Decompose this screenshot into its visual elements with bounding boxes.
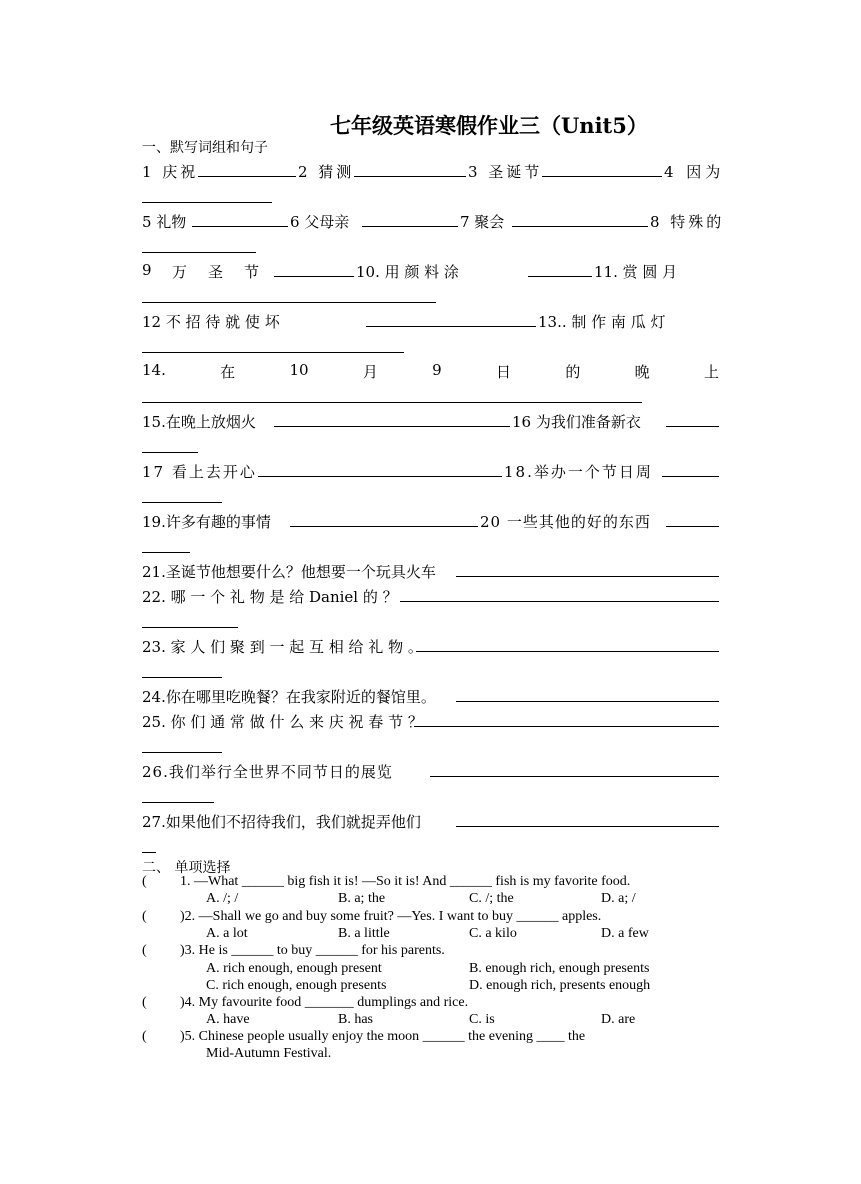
sentence-21 <box>142 561 719 581</box>
vocab-9-b: 圣 <box>208 263 224 281</box>
vocab-13: 13.. 制 作 南 瓜 灯 <box>538 313 666 331</box>
vocab-14-7: 晚 <box>634 363 650 381</box>
vocab-16: 16 为我们准备新衣 <box>512 413 641 431</box>
vocab-9-a: 万 <box>172 263 188 281</box>
q4-stem: )4. My favourite food _______ dumplings and rice. <box>180 995 469 1010</box>
q3-paren[interactable]: ( <box>142 943 147 958</box>
vocab-1: 1 庆祝 <box>142 163 199 181</box>
sentence-23 <box>142 636 719 656</box>
q2-stem: )2. —Shall we go and buy some fruit? —Yes. I want to buy ______ apples. <box>180 909 602 924</box>
blank-18-cont[interactable] <box>142 502 222 503</box>
q4-paren[interactable]: ( <box>142 995 147 1010</box>
blank-1[interactable] <box>198 161 296 177</box>
blank-27[interactable] <box>456 811 719 827</box>
q2-option-b[interactable]: B. a little <box>338 926 390 941</box>
blank-13[interactable] <box>142 352 404 353</box>
q4-option-c[interactable]: C. is <box>469 1012 495 1027</box>
q2-option-d[interactable]: D. a few <box>601 926 649 941</box>
vocab-3: 3 圣诞节 <box>468 163 543 181</box>
vocab-20: 20 一些其他的好的东西 <box>480 513 651 531</box>
q5-stem: )5. Chinese people usually enjoy the moon ______ the evening ____ the <box>180 1029 586 1044</box>
q1-option-b[interactable]: B. a; the <box>338 891 386 906</box>
vocab-14-3: 月 <box>362 363 378 381</box>
blank-21[interactable] <box>456 561 719 577</box>
vocab-18: 18.举办一个节日周 <box>504 463 653 481</box>
sentence-25-text: 25. 你 们 通 常 做 什 么 来 庆 祝 春 节 ？ <box>142 713 423 731</box>
blank-7[interactable] <box>512 211 648 227</box>
blank-16-cont[interactable] <box>142 452 198 453</box>
blank-14[interactable] <box>142 402 642 403</box>
sentence-24 <box>142 686 719 706</box>
blank-8[interactable] <box>142 252 256 253</box>
q3-option-b[interactable]: B. enough rich, enough presents <box>469 961 650 976</box>
vocab-14-1: 在 <box>220 363 236 381</box>
blank-2[interactable] <box>354 161 466 177</box>
q3-option-a[interactable]: A. rich enough, enough present <box>206 961 382 976</box>
vocab-11: 11. 赏 圆 月 <box>594 263 678 281</box>
vocab-14-8: 上 <box>703 363 719 381</box>
sentence-24-text: 24.你在哪里吃晚餐？在我家附近的餐馆里。 <box>142 688 436 706</box>
blank-22[interactable] <box>400 586 719 602</box>
worksheet-title: 七年级英语寒假作业三（Unit5） <box>330 113 648 138</box>
blank-9[interactable] <box>274 261 354 277</box>
vocab-4: 4 因为 <box>664 163 725 181</box>
blank-23-cont[interactable] <box>142 677 222 678</box>
q3-stem: )3. He is ______ to buy ______ for his parents. <box>180 943 445 958</box>
q1-option-d[interactable]: D. a; / <box>601 891 636 906</box>
blank-18[interactable] <box>662 461 719 477</box>
sentence-26-text: 26.我们举行全世界不同节日的展览 <box>142 763 393 781</box>
q4-option-d[interactable]: D. are <box>601 1012 636 1027</box>
vocab-14-6: 的 <box>565 363 581 381</box>
blank-6[interactable] <box>362 211 458 227</box>
blank-25-cont[interactable] <box>142 752 222 753</box>
vocab-9-c: 节 <box>244 263 260 281</box>
q3-option-c[interactable]: C. rich enough, enough presents <box>206 978 387 993</box>
vocab-12: 12 不 招 待 就 使 坏 <box>142 313 280 331</box>
q5-paren[interactable]: ( <box>142 1029 147 1044</box>
blank-19[interactable] <box>290 511 478 527</box>
vocab-10: 10. 用 颜 料 涂 <box>356 263 459 281</box>
vocab-row-3 <box>142 261 719 281</box>
q5-stem-cont: Mid-Autumn Festival. <box>206 1046 332 1061</box>
vocab-8: 8 特殊的 <box>650 213 725 231</box>
vocab-14-2: 10 <box>289 361 309 379</box>
blank-17[interactable] <box>258 461 502 477</box>
vocab-row-2 <box>142 211 725 231</box>
blank-27-cont[interactable] <box>142 852 156 853</box>
blank-26-cont[interactable] <box>142 802 214 803</box>
q2-option-c[interactable]: C. a kilo <box>469 926 517 941</box>
sentence-22 <box>142 586 719 606</box>
blank-20[interactable] <box>666 511 719 527</box>
q4-option-a[interactable]: A. have <box>206 1012 250 1027</box>
sentence-26 <box>142 761 719 781</box>
vocab-14-0: 14. <box>142 361 166 379</box>
q4-option-b[interactable]: B. has <box>338 1012 373 1027</box>
sentence-22-text: 22. 哪 一 个 礼 物 是 给 Daniel 的 ？ <box>142 588 398 606</box>
blank-12[interactable] <box>366 311 536 327</box>
q2-option-a[interactable]: A. a lot <box>206 926 248 941</box>
vocab-row-6 <box>142 461 719 481</box>
sentence-27-text: 27.如果他们不招待我们，我们就捉弄他们 <box>142 813 421 831</box>
q3-option-d[interactable]: D. enough rich, presents enough <box>469 978 651 993</box>
sentence-27 <box>142 811 719 831</box>
q1-stem: 1. —What ______ big fish it is! —So it is! And ______ fish is my favorite food. <box>180 874 631 889</box>
vocab-row-7 <box>142 511 719 531</box>
q1-option-a[interactable]: A. /; / <box>206 891 239 906</box>
q1-option-c[interactable]: C. /; the <box>469 891 514 906</box>
vocab-14-4: 9 <box>432 361 442 379</box>
vocab-9-num: 9 <box>142 261 152 279</box>
blank-23[interactable] <box>416 636 719 652</box>
blank-26[interactable] <box>430 761 719 777</box>
blank-11[interactable] <box>142 302 436 303</box>
sentence-23-text: 23. 家 人 们 聚 到 一 起 互 相 给 礼 物 。 <box>142 638 423 656</box>
vocab-17: 17 看上去开心 <box>142 463 257 481</box>
blank-16[interactable] <box>666 411 719 427</box>
vocab-5: 5 礼物 <box>142 213 187 231</box>
blank-25[interactable] <box>414 711 719 727</box>
sentence-25 <box>142 711 719 731</box>
blank-20-cont[interactable] <box>142 552 190 553</box>
vocab-6: 6 父母亲 <box>290 213 350 231</box>
vocab-2: 2 猜测 <box>298 163 355 181</box>
section-1-heading: 一、默写词组和句子 <box>142 140 268 156</box>
q2-paren[interactable]: ( <box>142 909 147 924</box>
vocab-row-5 <box>142 411 719 431</box>
vocab-row-14 <box>142 361 719 381</box>
blank-5[interactable] <box>192 211 288 227</box>
blank-24[interactable] <box>456 686 719 702</box>
section-2-heading: 二、 单项选择 <box>142 860 231 876</box>
vocab-row-1 <box>142 161 725 181</box>
blank-22-cont[interactable] <box>142 627 238 628</box>
vocab-7: 7 聚会 <box>460 213 505 231</box>
blank-15[interactable] <box>274 411 510 427</box>
vocab-15: 15.在晚上放烟火 <box>142 413 256 431</box>
vocab-row-4 <box>142 311 719 331</box>
blank-3[interactable] <box>542 161 662 177</box>
blank-4[interactable] <box>142 202 272 203</box>
vocab-14-5: 日 <box>496 363 512 381</box>
blank-10[interactable] <box>528 261 592 277</box>
vocab-19: 19.许多有趣的事情 <box>142 513 271 531</box>
sentence-21-text: 21.圣诞节他想要什么？他想要一个玩具火车 <box>142 563 436 581</box>
q1-paren[interactable]: ( <box>142 874 147 889</box>
